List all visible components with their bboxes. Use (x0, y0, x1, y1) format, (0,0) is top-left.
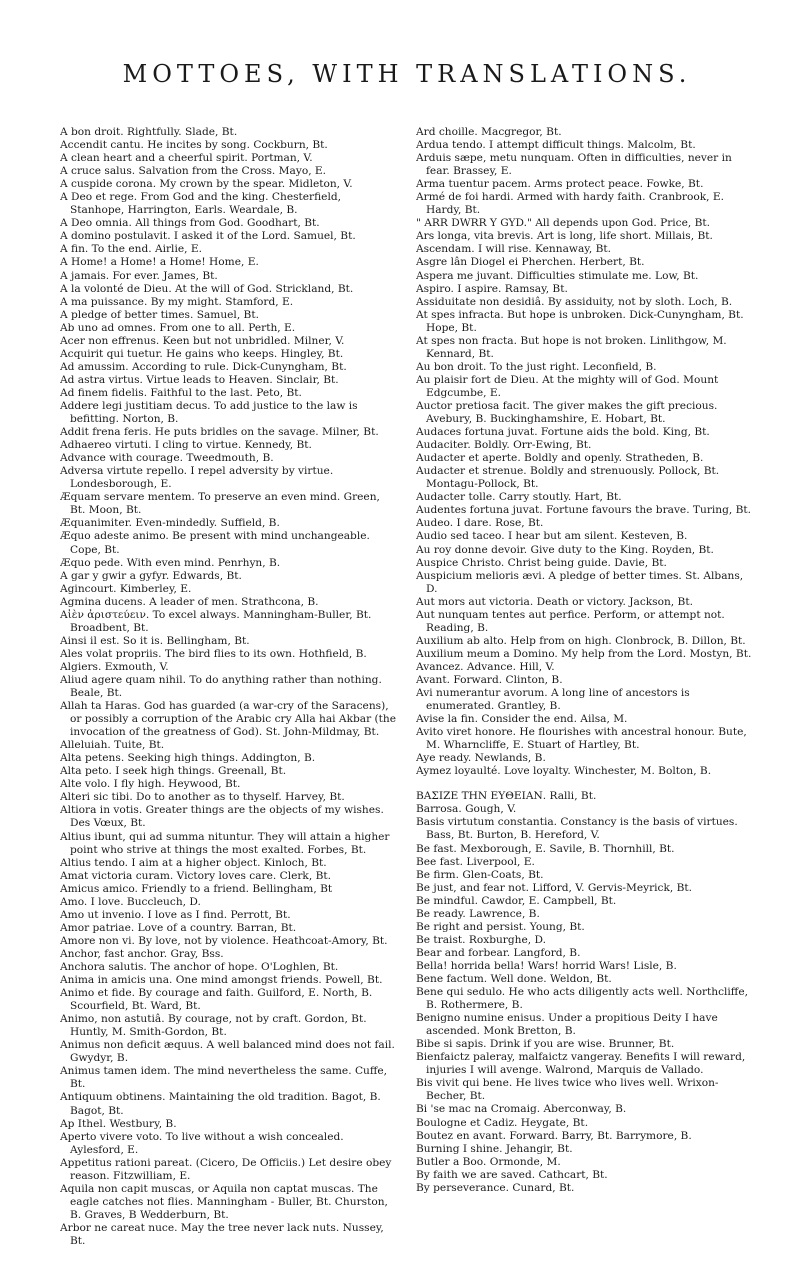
motto-entry: Acer non effrenus. Keen but not unbridled. Milner, V. (60, 334, 345, 347)
motto-entry: Aut mors aut victoria. Death or victory. Jackson, Bt. (416, 595, 693, 608)
motto-entry: Adhaereo virtuti. I cling to virtue. Kennedy, Bt. (60, 439, 312, 452)
motto-entry: Anima in amicis una. One mind amongst friends. Powell, Bt. (60, 974, 383, 987)
motto-entry: Ainsi il est. So it is. Bellingham, Bt. (60, 634, 250, 647)
motto-entry: Animo et fide. By courage and faith. Guilford, E. North, B. Scourfield, Bt. Ward, Bt. (60, 987, 373, 1013)
motto-entry: Amat victoria curam. Victory loves care. Clerk, Bt. (60, 869, 331, 882)
motto-entry: Æquanimiter. Even-mindedly. Suffield, B. (60, 517, 280, 530)
motto-entry: A Deo et rege. From God and the king. Chesterfield, Stanhope, Harrington, Earls. Weardale, B. (60, 191, 341, 217)
motto-entry: Bibe si sapis. Drink if you are wise. Brunner, Bt. (416, 1038, 675, 1051)
motto-entry: Bis vivit qui bene. He lives twice who lives well. Wrixon-Becher, Bt. (416, 1077, 719, 1103)
motto-entry: Au roy donne devoir. Give duty to the King. Royden, Bt. (416, 543, 714, 556)
motto-entry: At spes non fracta. But hope is not broken. Linlithgow, M. Kennard, Bt. (416, 334, 727, 360)
motto-entry: Alte volo. I fly high. Heywood, Bt. (60, 778, 241, 791)
motto-entry: Aliud agere quam nihil. To do anything rather than nothing. Beale, Bt. (60, 673, 382, 700)
motto-entry: Audacter et strenue. Boldly and strenuously. Pollock, Bt. Montagu-Pollock, Bt. (416, 465, 720, 491)
motto-entry: Adversa virtute repello. I repel adversity by virtue. Londesborough, E. (60, 465, 334, 491)
motto-entry: Auxilium ab alto. Help from on high. Clonbrock, B. Dillon, Bt. (416, 634, 746, 647)
motto-entry: Avito viret honore. He flourishes with ancestral honour. Bute, M. Wharncliffe, E. Stuart of Hartley, Bt. (416, 726, 747, 752)
motto-entry: Audacter et aperte. Boldly and openly. Stratheden, B. (416, 452, 704, 465)
motto-entry: Audaciter. Boldly. Orr-Ewing, Bt. (416, 439, 592, 452)
motto-entry: Be fast. Mexborough, E. Savile, B. Thornhill, Bt. (416, 842, 675, 855)
motto-entry: Audentes fortuna juvat. Fortune favours the brave. Turing, Bt. (416, 504, 752, 517)
motto-entry: Altius tendo. I aim at a higher object. Kinloch, Bt. (60, 856, 327, 869)
motto-entry: Audio sed taceo. I hear but am silent. Kesteven, B. (416, 530, 688, 543)
motto-entry: Barrosa. Gough, V. (416, 803, 517, 816)
motto-entry: Altius ibunt, qui ad summa nituntur. They will attain a higher point who strive at things the most exalted. Forbes, Bt. (60, 830, 390, 856)
motto-entry: Auspicium melioris ævi. A pledge of better times. St. Albans, D. (416, 569, 744, 595)
motto-entry: A bon droit. Rightfully. Slade, Bt. (60, 126, 238, 138)
motto-entry: A cruce salus. Salvation from the Cross. Mayo, E. (60, 165, 327, 178)
motto-entry: Amor patriae. Love of a country. Barran, Bt. (60, 921, 297, 934)
motto-entry: Ascendam. I will rise. Kennaway, Bt. (416, 243, 612, 256)
motto-entry: Aspiro. I aspire. Ramsay, Bt. (416, 282, 568, 295)
motto-entry: Ap Ithel. Westbury, B. (60, 1117, 177, 1130)
motto-entry: A la volonté de Dieu. At the will of God. Strickland, Bt. (60, 282, 354, 295)
motto-entry: Avancez. Advance. Hill, V. (416, 660, 555, 673)
motto-entry: Bene qui sedulo. He who acts diligently acts well. Northcliffe, B. Rothermere, B. (416, 986, 748, 1012)
motto-entry: Auspice Christo. Christ being guide. Davie, Bt. (416, 556, 667, 569)
motto-entry: Amore non vi. By love, not by violence. Heathcoat-Amory, Bt. (60, 934, 388, 947)
motto-entry: A ma puissance. By my might. Stamford, E. (60, 295, 294, 308)
motto-entry: Alteri sic tibi. Do to another as to thyself. Harvey, Bt. (60, 791, 345, 804)
motto-entry: Anchor, fast anchor. Gray, Bss. (60, 947, 224, 960)
motto-entry: A pledge of better times. Samuel, Bt. (60, 308, 259, 321)
motto-entry: Ars longa, vita brevis. Art is long, life short. Millais, Bt. (416, 230, 713, 243)
motto-entry: Audeo. I dare. Rose, Bt. (416, 517, 544, 530)
motto-entry: Antiquum obtinens. Maintaining the old tradition. Bagot, B. Bagot, Bt. (60, 1091, 381, 1117)
motto-entry: Be just, and fear not. Lifford, V. Gervis-Meyrick, Bt. (416, 881, 693, 894)
motto-entry: A domino postulavit. I asked it of the Lord. Samuel, Bt. (60, 230, 356, 243)
motto-entry: Alta petens. Seeking high things. Addington, B. (60, 752, 316, 765)
motto-entry: Arduа tendo. I attempt difficult things. Malcolm, Bt. (416, 139, 696, 152)
motto-entry: Allah ta Haras. God has guarded (a war-cry of the Saracens), or possibly a corruption of the Arabic cry Alla hai Akbar (the invocation of the greatness of God). St. John-Mildmay, Bt. (60, 700, 397, 739)
motto-entry: Aymez loyaulté. Love loyalty. Winchester, M. Bolton, B. (416, 765, 712, 778)
motto-entry: Audacter tolle. Carry stoutly. Hart, Bt. (416, 491, 622, 504)
motto-entry: Aperto vivere voto. To live without a wish concealed. Aylesford, E. (60, 1130, 344, 1156)
motto-entry: Ard choille. Macgregor, Bt. (416, 126, 562, 138)
motto-entry: " ARR DWRR Y GYD." All depends upon God. Price, Bt. (416, 217, 711, 230)
motto-entry: Acquirit qui tuetur. He gains who keeps. Hingley, Bt. (60, 347, 344, 360)
motto-entry: Appetitus rationi pareat. (Cicero, De Officiis.) Let desire obey reason. Fitzwilliam, E. (60, 1156, 392, 1182)
left-column (60, 126, 398, 1248)
motto-entry: Aut nunquam tentes aut perfice. Perform, or attempt not. Reading, B. (416, 608, 725, 634)
motto-entry: Accendit cantu. He incites by song. Cockburn, Bt. (60, 139, 328, 152)
motto-entry: Bene factum. Well done. Weldon, Bt. (416, 973, 612, 985)
motto-entry: Auxilium meum a Domino. My help from the Lord. Mostyn, Bt. (416, 647, 752, 660)
motto-entry: Ab uno ad omnes. From one to all. Perth, E. (60, 321, 296, 334)
motto-entry: Anchora salutis. The anchor of hope. O'Loghlen, Bt. (60, 961, 339, 973)
motto-entry: Alleluiah. Tuite, Bt. (60, 739, 165, 752)
motto-entry: Be ready. Lawrence, B. (416, 907, 540, 920)
motto-entry: Be right and persist. Young, Bt. (416, 920, 585, 933)
motto-entry: Arma tuentur pacem. Arms protect peace. Fowke, Bt. (416, 178, 704, 191)
motto-entry: A clean heart and a cheerful spirit. Portman, V. (60, 152, 313, 165)
motto-entry: Animus tamen idem. The mind nevertheless the same. Cuffe, Bt. (60, 1065, 388, 1091)
page-title: MOTTOES, WITH TRANSLATIONS. (122, 60, 692, 88)
motto-entry: Amo ut invenio. I love as I find. Perrott, Bt. (60, 908, 291, 921)
motto-entry: Addit frena feris. He puts bridles on the savage. Milner, Bt. (60, 426, 379, 439)
motto-entry: Alta peto. I seek high things. Greenall, Bt. (60, 765, 287, 778)
motto-entry: Advance with courage. Tweedmouth, B. (60, 452, 274, 465)
motto-entry: Ales volat propriis. The bird flies to its own. Hothfield, B. (60, 647, 367, 660)
motto-entry: Auctor pretiosa facit. The giver makes the gift precious. Avebury, B. Buckinghamshire, E. Hobart, Bt. (416, 399, 718, 426)
motto-entry: Arduis sæpe, metu nunquam. Often in difficulties, never in fear. Brassey, E. (416, 152, 732, 178)
right-column (416, 126, 754, 1248)
motto-entry: Amicus amico. Friendly to a friend. Bellingham, Bt (60, 882, 333, 895)
motto-entry: Be traist. Roxburghe, D. (416, 933, 546, 946)
motto-entry: A fin. To the end. Airlie, E. (60, 243, 202, 256)
right-column-b-section (416, 790, 754, 1194)
motto-entry: Αἰὲν ἀριστεύειν. To excel always. Manningham-Buller, Bt. Broadbent, Bt. (60, 608, 372, 634)
columns (60, 126, 754, 1248)
motto-entry: Ad amussim. According to rule. Dick-Cunyngham, Bt. (60, 360, 347, 373)
motto-entry: Æquam servare mentem. To preserve an even mind. Green, Bt. Moon, Bt. (60, 491, 380, 517)
motto-entry: Butler a Boo. Ormonde, M. (416, 1155, 561, 1168)
motto-entry: Bear and forbear. Langford, B. (416, 946, 581, 959)
motto-entry: Arbor ne careat nuce. May the tree never lack nuts. Nussey, Bt. (60, 1221, 384, 1247)
motto-entry: Bee fast. Liverpool, E. (416, 855, 535, 868)
motto-entry: Algiers. Exmouth, V. (60, 660, 169, 673)
motto-entry: Æquo adeste animo. Be present with mind unchangeable. Cope, Bt. (60, 530, 370, 556)
motto-entry: Boulogne et Cadiz. Heygate, Bt. (416, 1116, 589, 1129)
motto-entry: Benigno numine enisus. Under a propitious Deity I have ascended. Monk Bretton, B. (416, 1012, 718, 1038)
motto-entry: Au plaisir fort de Dieu. At the mighty will of God. Mount Edgcumbe, E. (416, 373, 719, 399)
motto-entry: Aye ready. Newlands, B. (416, 752, 546, 765)
motto-entry: Agmina ducens. A leader of men. Strathcona, B. (60, 595, 319, 608)
motto-entry: Amo. I love. Buccleuch, D. (60, 895, 201, 908)
motto-entry: A Home! a Home! a Home! Home, E. (60, 256, 259, 269)
motto-entry: Burning I shine. Jehangir, Bt. (416, 1142, 573, 1155)
motto-entry: Animo, non astutiâ. By courage, not by craft. Gordon, Bt. Huntly, M. Smith-Gordon, Bt. (60, 1013, 367, 1039)
motto-entry: Animus non deficit æquus. A well balanced mind does not fail. Gwydyr, B. (60, 1039, 395, 1065)
motto-entry: Assiduitate non desidiâ. By assiduity, not by sloth. Loch, B. (416, 295, 733, 308)
motto-entry: Bi 'se mac na Cromaig. Aberconway, B. (416, 1103, 627, 1116)
motto-entry: Avi numerantur avorum. A long line of ancestors is enumerated. Grantley, B. (416, 687, 690, 713)
motto-entry: Addere legi justitiam decus. To add justice to the law is befitting. Norton, B. (60, 399, 358, 426)
motto-entry: Avise la fin. Consider the end. Ailsa, M. (416, 713, 628, 726)
motto-entry: Aspera me juvant. Difficulties stimulate me. Low, Bt. (416, 269, 699, 282)
motto-entry: Bienfaictz paleray, malfaictz vangeray. Benefits I will reward, injuries I will avenge. Walrond, Marquis de Vallado. (416, 1051, 746, 1077)
motto-entry: Bella! horrida bella! Wars! horrid Wars! Lisle, B. (416, 959, 677, 972)
motto-entry: At spes infracta. But hope is unbroken. Dick-Cunyngham, Bt. Hope, Bt. (416, 308, 744, 334)
motto-entry: Boutez en avant. Forward. Barry, Bt. Barrymore, B. (416, 1129, 692, 1142)
motto-entry: A gar y gwir a gyfyr. Edwards, Bt. (60, 569, 242, 582)
motto-entry: Audaces fortuna juvat. Fortune aids the bold. King, Bt. (416, 426, 710, 439)
motto-entry: ΒΑΣΙΖΕ ΤΗΝ ΕΥΘΕΙΑΝ. Ralli, Bt. (416, 790, 597, 803)
motto-entry: A Deo omnia. All things from God. Goodhart, Bt. (60, 217, 320, 230)
right-column-a-section (416, 126, 754, 778)
motto-entry: Armé de foi hardi. Armed with hardy faith. Cranbrook, E. Hardy, Bt. (416, 191, 724, 217)
motto-entry: Agincourt. Kimberley, E. (60, 582, 192, 595)
motto-entry: Altiora in votis. Greater things are the objects of my wishes. Des Vœux, Bt. (60, 804, 384, 830)
motto-entry: A cuspide corona. My crown by the spear. Midleton, V. (60, 178, 353, 191)
motto-entry: Be firm. Glen-Coats, Bt. (416, 868, 544, 881)
motto-entry: By faith we are saved. Cathcart, Bt. (416, 1168, 608, 1181)
motto-entry: Au bon droit. To the just right. Leconfield, B. (416, 360, 657, 373)
section-gap (416, 778, 754, 790)
motto-entry: Avant. Forward. Clinton, B. (416, 673, 563, 686)
motto-entry: Asgre lân Diogel ei Pherchen. Herbert, Bt. (416, 256, 645, 269)
motto-entry: By perseverance. Cunard, Bt. (416, 1181, 575, 1194)
motto-entry: Æquo pede. With even mind. Penrhyn, B. (60, 556, 281, 569)
motto-entry: A jamais. For ever. James, Bt. (60, 269, 218, 282)
motto-entry: Ad finem fidelis. Faithful to the last. Peto, Bt. (60, 386, 302, 399)
motto-entry: Ad astra virtus. Virtue leads to Heaven. Sinclair, Bt. (60, 373, 339, 386)
motto-entry: Aquila non capit muscas, or Aquila non captat muscas. The eagle catches not flies. Manningham - Buller, Bt. Churston, B. Graves, B Wedderburn, Bt. (60, 1182, 388, 1221)
motto-entry: Basis virtutum constantia. Constancy is the basis of virtues. Bass, Bt. Burton, B. Hereford, V. (416, 816, 738, 842)
motto-entry: Be mindful. Cawdor, E. Campbell, Bt. (416, 894, 617, 907)
